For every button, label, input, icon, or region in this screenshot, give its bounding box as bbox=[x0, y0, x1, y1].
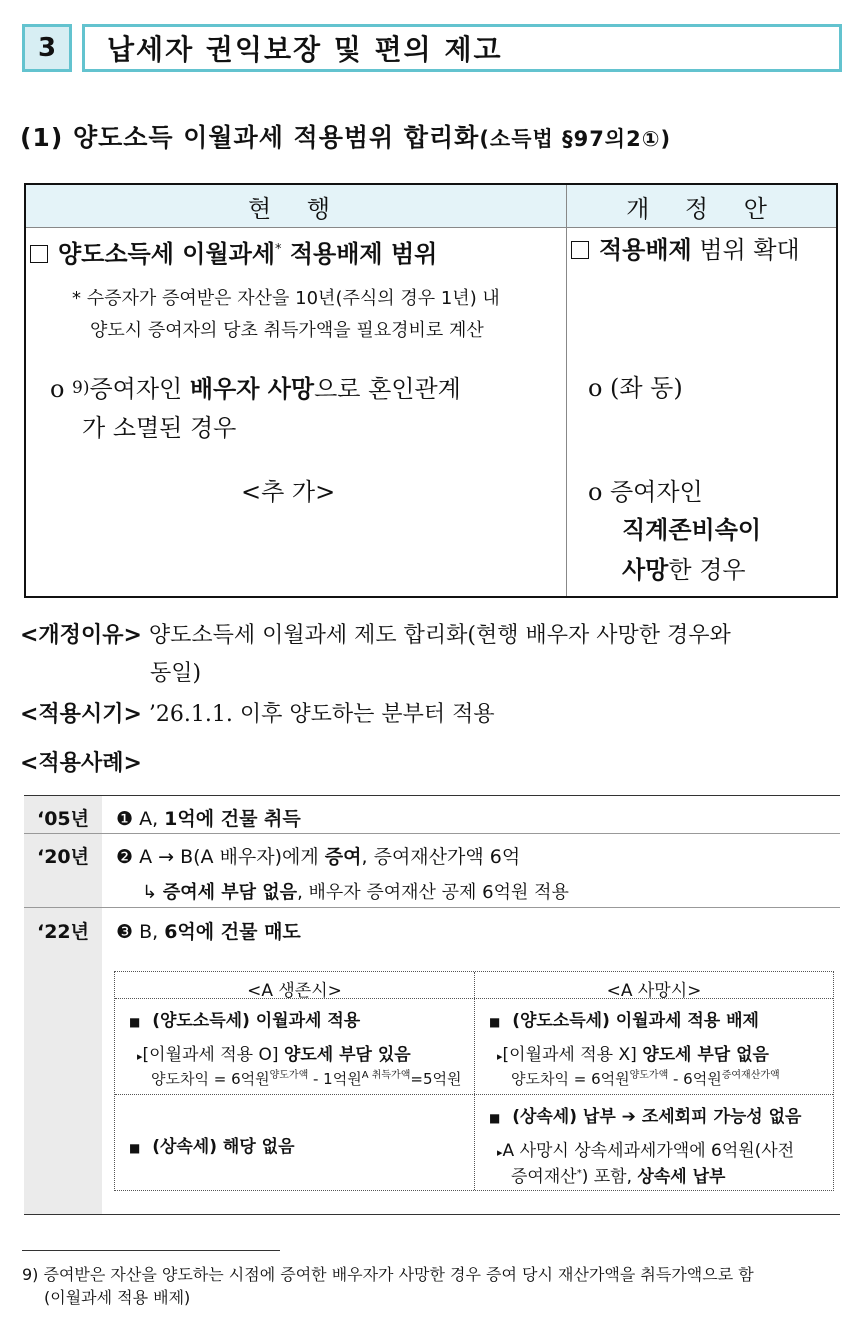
subsection-title bbox=[20, 118, 671, 154]
dead-inheritance-text: (상속세) 납부 ➔ 조세회피 가능성 없음 bbox=[512, 1107, 802, 1127]
case-2020-sub bbox=[142, 878, 569, 904]
dead-inheritance-tax: ■ (상속세) 납부 ➔ 조세회피 가능성 없음 bbox=[489, 1107, 802, 1127]
checkbox-square-icon bbox=[571, 241, 589, 259]
dead-inheritance-sub-1: ▸A 사망시 상속세과세가액에 6억원(사전 bbox=[497, 1141, 795, 1161]
dead-sub-a: [이월과세 적용 X] bbox=[502, 1045, 643, 1065]
checkbox-square-icon bbox=[30, 245, 48, 263]
subsection-law-ref: (소득법 §97의2①) bbox=[479, 127, 672, 151]
case-2020-b: 증여 bbox=[324, 846, 362, 868]
dead-inheritance-sub-1-text: A 사망시 상속세과세가액에 6억원(사전 bbox=[502, 1141, 795, 1161]
dead-calc bbox=[511, 1066, 780, 1089]
case-2005-b: 1억에 건물 취득 bbox=[164, 808, 301, 830]
current-title-sup: * bbox=[275, 242, 282, 257]
revised-item-3 bbox=[622, 551, 746, 589]
case-2005-a: A, bbox=[133, 808, 165, 830]
revised-same bbox=[588, 369, 683, 407]
row-divider bbox=[24, 907, 840, 908]
row-divider bbox=[24, 833, 840, 834]
dead-inheritance-sub-2 bbox=[511, 1162, 725, 1187]
dead-calc-sup2: 증여재산가액 bbox=[721, 1070, 780, 1081]
case-2005 bbox=[116, 804, 301, 831]
dead-transfer-sub: ▸[이월과세 적용 X] 양도세 부담 없음 bbox=[497, 1045, 769, 1065]
reason-text-1: 양도소득세 이월과세 제도 합리화(현행 배우자 사망한 경우와 bbox=[148, 623, 731, 648]
alive-transfer-tax-text: (양도소득세) 이월과세 적용 bbox=[152, 1011, 361, 1031]
step-1-icon: ❶ bbox=[116, 808, 134, 830]
year-2020: ‘20년 bbox=[36, 846, 89, 868]
dead-inh-2c: 상속세 납부 bbox=[637, 1167, 726, 1187]
comparison-table bbox=[24, 183, 838, 598]
subsection-title-main: (1) 양도소득 이월과세 적용범위 합리화 bbox=[20, 123, 480, 152]
current-note-2: 양도시 증여자의 당초 취득가액을 필요경비로 계산 bbox=[90, 320, 484, 341]
revised-title-bold: 적용배제 bbox=[599, 236, 692, 264]
case-2020-a: A → B(A 배우자)에게 bbox=[133, 846, 325, 868]
current-item-bold: 배우자 사망 bbox=[189, 375, 315, 403]
return-arrow-icon: ↳ bbox=[142, 882, 163, 903]
step-2-icon: ❷ bbox=[116, 846, 134, 868]
case-2022 bbox=[116, 917, 301, 944]
year-2022: ‘22년 bbox=[36, 921, 89, 943]
circle-bullet-icon: o bbox=[588, 374, 603, 402]
footnote bbox=[22, 1263, 852, 1309]
alive-header: <A 생존시> bbox=[247, 981, 342, 1001]
alive-inheritance-tax: ■ (상속세) 해당 없음 bbox=[129, 1137, 295, 1157]
revised-item-1-text: 증여자인 bbox=[610, 478, 703, 506]
revised-item-2: 직계존비속이 bbox=[622, 516, 762, 544]
current-item-line2: 가 소멸된 경우 bbox=[82, 414, 237, 442]
circle-bullet-icon: o bbox=[50, 375, 65, 403]
dead-inh-2b: ) 포함, bbox=[581, 1167, 638, 1187]
current-item-b: 으로 혼인관계 bbox=[314, 375, 461, 403]
case-2020-sub-b: 증여세 부담 없음 bbox=[162, 882, 298, 903]
step-3-icon: ❸ bbox=[116, 921, 134, 943]
current-item-a: 증여자인 bbox=[89, 375, 190, 403]
revised-item-3-bold: 사망 bbox=[622, 556, 669, 584]
revised-title bbox=[571, 231, 800, 269]
dead-inh-2sup: * bbox=[576, 1168, 582, 1179]
dead-transfer-tax: ■ (양도소득세) 이월과세 적용 배제 bbox=[489, 1011, 759, 1031]
cases-label bbox=[20, 746, 142, 782]
current-item bbox=[50, 369, 461, 408]
current-title-bold: 양도소득세 이월과세 bbox=[58, 240, 276, 268]
scenario-table bbox=[114, 971, 834, 1191]
circle-bullet-icon: o bbox=[588, 478, 603, 506]
alive-sub-a: [이월과세 적용 O] bbox=[142, 1045, 284, 1065]
current-title-rest: 적용배제 범위 bbox=[281, 240, 438, 268]
footnote-line-1: 9) 증여받은 자산을 양도하는 시점에 증여한 배우자가 사망한 경우 증여 당시 재산가액을 취득가액으로 함 bbox=[22, 1265, 754, 1284]
header-revised: 개 정 안 bbox=[626, 194, 781, 223]
reason-text-2: 동일) bbox=[150, 661, 202, 686]
revised-same-text: (좌 동) bbox=[610, 374, 683, 402]
alive-calc-c: =5억원 bbox=[410, 1070, 462, 1088]
cases-label-text: <적용사례> bbox=[20, 751, 142, 776]
reason-row bbox=[20, 618, 731, 654]
alive-calc-sup2: A 취득가액 bbox=[361, 1070, 411, 1081]
alive-calc bbox=[151, 1066, 461, 1089]
alive-transfer-sub: ▸[이월과세 적용 O] 양도세 부담 있음 bbox=[137, 1045, 411, 1065]
dead-calc-a: 양도차익 = 6억원 bbox=[511, 1070, 630, 1088]
year-2005: ‘05년 bbox=[36, 808, 89, 830]
case-2022-a: B, bbox=[133, 921, 165, 943]
revised-item-1 bbox=[588, 473, 703, 511]
footnote-line-2: (이월과세 적용 배제) bbox=[44, 1288, 191, 1307]
case-2020 bbox=[116, 842, 520, 869]
footnote-separator bbox=[22, 1250, 280, 1251]
timing-label: <적용시기> bbox=[20, 702, 142, 727]
case-table bbox=[24, 795, 840, 1215]
case-2020-c: , 증여재산가액 6억 bbox=[361, 846, 521, 868]
current-note-1: * 수증자가 증여받은 자산을 10년(주식의 경우 1년) 내 bbox=[72, 288, 500, 309]
alive-inheritance-text: (상속세) 해당 없음 bbox=[152, 1137, 295, 1157]
footnote-ref: 9) bbox=[72, 378, 90, 398]
alive-transfer-tax: ■ (양도소득세) 이월과세 적용 bbox=[129, 1011, 361, 1031]
dead-header: <A 사망시> bbox=[606, 981, 702, 1001]
section-number: 3 bbox=[22, 24, 72, 72]
alive-calc-b: - 1억원 bbox=[308, 1070, 362, 1088]
revised-title-rest: 범위 확대 bbox=[691, 236, 800, 264]
revised-item-3-rest: 한 경우 bbox=[668, 556, 746, 584]
timing-row bbox=[20, 697, 495, 733]
dead-calc-sup1: 양도가액 bbox=[629, 1070, 669, 1081]
case-2022-b: 6억에 건물 매도 bbox=[164, 921, 301, 943]
reason-label: <개정이유> bbox=[20, 623, 142, 648]
current-add: <추 가> bbox=[241, 478, 336, 506]
alive-calc-a: 양도차익 = 6억원 bbox=[151, 1070, 270, 1088]
dead-calc-b: - 6억원 bbox=[668, 1070, 722, 1088]
column-divider bbox=[566, 185, 567, 596]
alive-calc-sup1: 양도가액 bbox=[269, 1070, 309, 1081]
scenario-row-line bbox=[115, 1094, 833, 1095]
current-title bbox=[30, 231, 437, 273]
dead-inh-2a: 증여재산 bbox=[511, 1167, 577, 1187]
header-current: 현 행 bbox=[248, 194, 344, 223]
dead-sub-b: 양도세 부담 없음 bbox=[642, 1045, 769, 1065]
alive-sub-b: 양도세 부담 있음 bbox=[283, 1045, 411, 1065]
case-2020-sub-c: , 배우자 증여재산 공제 6억원 적용 bbox=[297, 882, 569, 903]
section-title: 납세자 권익보장 및 편의 제고 bbox=[82, 24, 842, 72]
dead-transfer-tax-text: (양도소득세) 이월과세 적용 배제 bbox=[512, 1011, 759, 1031]
scenario-divider bbox=[474, 972, 475, 1190]
timing-text: ’26.1.1. 이후 양도하는 분부터 적용 bbox=[148, 702, 495, 727]
